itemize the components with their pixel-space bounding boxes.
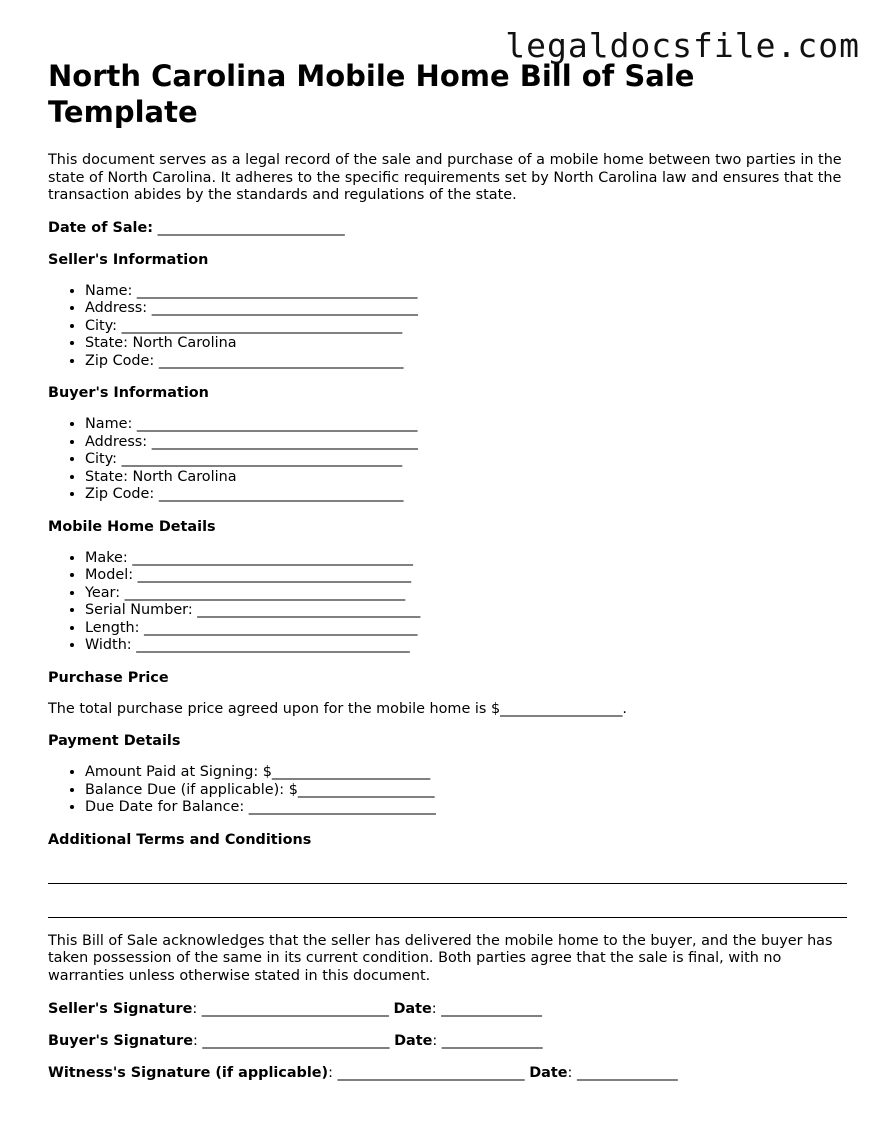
witness-signature-blank[interactable]: : __________________________ xyxy=(328,1065,525,1081)
payment-list xyxy=(48,764,848,817)
mobile-home-heading: Mobile Home Details xyxy=(48,518,216,535)
buyer-zip-field[interactable]: • Zip Code: __________________________________ xyxy=(85,486,848,504)
watermark: legaldocsfile.com xyxy=(505,26,860,65)
model-field[interactable]: • Model: ______________________________________ xyxy=(85,567,848,585)
date-of-sale-label: Date of Sale: xyxy=(48,219,153,236)
intro-paragraph: This document serves as a legal record of the sale and purchase of a mobile home between two parties in the state of North Carolina. It adheres to the specific requirements set by North Carolina law and ensures that the transaction abides by the standards and regulations of the state. xyxy=(48,152,842,203)
buyer-date-blank[interactable]: : ______________ xyxy=(432,1033,543,1049)
witness-date-blank[interactable]: : ______________ xyxy=(567,1065,678,1081)
buyer-name-field[interactable]: • Name: _______________________________________ xyxy=(85,416,848,434)
witness-signature-line xyxy=(48,1064,848,1082)
seller-signature-blank[interactable]: : __________________________ xyxy=(192,1001,389,1017)
additional-terms-line-1[interactable] xyxy=(48,883,847,884)
buyer-signature-label: Buyer's Signature xyxy=(48,1033,193,1049)
buyer-heading: Buyer's Information xyxy=(48,385,209,401)
buyer-signature-blank[interactable]: : __________________________ xyxy=(192,1033,390,1049)
seller-date-label: Date xyxy=(393,1001,432,1017)
amount-paid-field[interactable]: • Amount Paid at Signing: $______________________ xyxy=(85,764,848,782)
seller-city-field[interactable]: • City: _______________________________________ xyxy=(85,318,848,336)
seller-signature-line xyxy=(48,1000,848,1018)
length-field[interactable]: • Length: ______________________________________ xyxy=(85,620,848,638)
closing-paragraph: This Bill of Sale acknowledges that the seller has delivered the mobile home to the buyer, and the buyer has taken possession of the same in its current condition. Both parties agree that the sale is final, with no warranties unless otherwise stated in this document. xyxy=(48,932,833,984)
seller-list xyxy=(48,283,848,371)
seller-address-field[interactable]: • Address: _____________________________________ xyxy=(85,300,848,318)
buyer-list xyxy=(48,416,848,504)
purchase-price-text[interactable]: The total purchase price agreed upon for the mobile home is $_________________. xyxy=(48,700,627,717)
mobile-home-list xyxy=(48,550,848,655)
additional-terms-line-2[interactable] xyxy=(48,917,847,918)
purchase-price-heading: Purchase Price xyxy=(48,669,169,686)
seller-heading: Seller's Information xyxy=(48,251,209,268)
witness-date-label: Date xyxy=(529,1065,568,1081)
balance-due-field[interactable]: • Balance Due (if applicable): $___________________ xyxy=(85,782,848,800)
serial-number-field[interactable]: • Serial Number: _______________________________ xyxy=(85,602,848,620)
document-page xyxy=(48,58,848,1082)
payment-heading: Payment Details xyxy=(48,733,181,749)
buyer-signature-line xyxy=(48,1032,848,1050)
width-field[interactable]: • Width: ______________________________________ xyxy=(85,637,848,655)
seller-state-field: • State: North Carolina xyxy=(85,335,848,353)
witness-signature-label: Witness's Signature (if applicable) xyxy=(48,1065,329,1081)
due-date-field[interactable]: • Due Date for Balance: __________________________ xyxy=(85,799,848,817)
make-field[interactable]: • Make: _______________________________________ xyxy=(85,550,848,568)
buyer-date-label: Date xyxy=(394,1033,433,1049)
year-field[interactable]: • Year: _______________________________________ xyxy=(85,585,848,603)
seller-date-blank[interactable]: : ______________ xyxy=(431,1001,542,1017)
page-title: North Carolina Mobile Home Bill of Sale Template xyxy=(48,59,695,129)
buyer-address-field[interactable]: • Address: _____________________________________ xyxy=(85,434,848,452)
seller-signature-label: Seller's Signature xyxy=(48,1001,193,1017)
additional-terms-heading: Additional Terms and Conditions xyxy=(48,831,312,848)
date-of-sale-line xyxy=(48,219,848,237)
seller-name-field[interactable]: • Name: _______________________________________ xyxy=(85,283,848,301)
buyer-state-field: • State: North Carolina xyxy=(85,469,848,487)
buyer-city-field[interactable]: • City: _______________________________________ xyxy=(85,451,848,469)
seller-zip-field[interactable]: • Zip Code: __________________________________ xyxy=(85,353,848,371)
date-of-sale-blank[interactable]: __________________________ xyxy=(157,219,345,236)
